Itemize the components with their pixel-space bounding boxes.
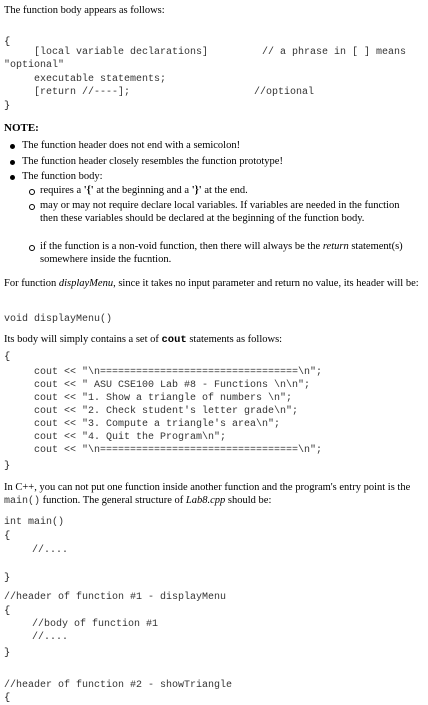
- menu-open-brace: {: [4, 351, 11, 363]
- template-line-return: [return //----];: [34, 87, 131, 98]
- note-heading: NOTE:: [4, 122, 39, 134]
- cout-line: cout << "\n=================================\n";: [34, 367, 323, 378]
- sub3-text-a: if the function is a non-void function, then there will always be the: [40, 241, 321, 252]
- function1-open-brace: {: [4, 605, 11, 617]
- display-menu-paragraph: [4, 277, 422, 290]
- p2-text-a: Its body will simply contains a set of: [4, 334, 159, 345]
- template-close-brace: }: [4, 100, 11, 112]
- bullet-icon: [10, 175, 15, 180]
- main-body-comment: //....: [32, 545, 69, 556]
- function2-header-comment: //header of function #2 - showTriangle: [4, 680, 233, 691]
- menu-close-brace: }: [4, 460, 11, 472]
- note-sub-2: may or may not require declare local variables. If variables are needed in the function then these variables should be declared at the beginning of the function body.: [40, 200, 400, 224]
- p1-text-a: For function: [4, 278, 57, 289]
- note-sub-3: [40, 240, 420, 266]
- intro-text: The function body appears as follows:: [4, 5, 165, 16]
- sub-bullet-icon: [29, 245, 35, 251]
- note-bullet-3: The function body:: [22, 171, 103, 182]
- sub1-text-c: at the beginning and a: [96, 185, 190, 196]
- lab8-filename: Lab8.cpp: [185, 495, 226, 506]
- sub1-text-a: requires a: [40, 185, 82, 196]
- structure-text-c: function. The general structure of: [42, 495, 184, 506]
- function1-header-comment: //header of function #1 - displayMenu: [4, 592, 227, 603]
- sub1-text-e: at the end.: [204, 185, 248, 196]
- function1-body-ellipsis: //....: [32, 632, 69, 643]
- template-open-brace: {: [4, 36, 11, 48]
- display-menu-header: void displayMenu(): [4, 314, 113, 325]
- cout-line: cout << "1. Show a triangle of numbers \n";: [34, 393, 293, 404]
- main-header: int main(): [4, 517, 65, 528]
- p2-text-c: statements as follows:: [189, 334, 283, 345]
- structure-text-a: In C++, you can not put one function inside another function and the program's entry point is the: [4, 482, 411, 493]
- cout-line: cout << "2. Check student's letter grade\n";: [34, 406, 299, 417]
- cout-line: cout << "\n=================================\n";: [34, 445, 323, 456]
- function1-body-comment: //body of function #1: [32, 619, 159, 630]
- cout-line: cout << "3. Compute a triangle's area\n";: [34, 419, 281, 430]
- cout-line: cout << " ASU CSE100 Lab #8 - Functions \n\n";: [34, 380, 311, 391]
- note-bullet-1: The function header does not end with a semicolon!: [22, 140, 241, 151]
- template-line-optional-word: "optional": [4, 60, 65, 71]
- bullet-icon: [10, 144, 15, 149]
- close-brace-symbol: '}': [191, 185, 202, 196]
- sub-bullet-icon: [29, 204, 35, 210]
- bullet-icon: [10, 160, 15, 165]
- p1-text-c: , since it takes no input parameter and return no value, its header will be:: [113, 278, 419, 289]
- sub3-text-c: statement(s) somewhere inside the fucntion.: [40, 241, 403, 265]
- function-name-displaymenu: displayMenu: [58, 278, 114, 289]
- main-function-name: main(): [4, 496, 41, 507]
- return-keyword: return: [322, 241, 349, 252]
- template-comment-optional-phrase: // a phrase in [ ] means: [262, 47, 407, 58]
- main-open-brace: {: [4, 530, 11, 542]
- open-brace-symbol: '{': [83, 185, 94, 196]
- cout-paragraph: [4, 333, 282, 347]
- structure-paragraph: [4, 481, 422, 508]
- note-bullet-2: The function header closely resembles the function prototype!: [22, 156, 283, 167]
- sub-bullet-icon: [29, 189, 35, 195]
- template-line-exec: executable statements;: [34, 74, 167, 85]
- template-comment-optional: //optional: [254, 87, 315, 98]
- structure-text-e: should be:: [227, 495, 272, 506]
- template-line-local-vars: [local variable declarations]: [34, 47, 209, 58]
- cout-line: cout << "4. Quit the Program\n";: [34, 432, 227, 443]
- main-close-brace: }: [4, 572, 11, 584]
- function2-open-brace: {: [4, 692, 11, 704]
- note-sub-1: [40, 184, 248, 197]
- cout-keyword: cout: [161, 334, 187, 346]
- function1-close-brace: }: [4, 647, 11, 659]
